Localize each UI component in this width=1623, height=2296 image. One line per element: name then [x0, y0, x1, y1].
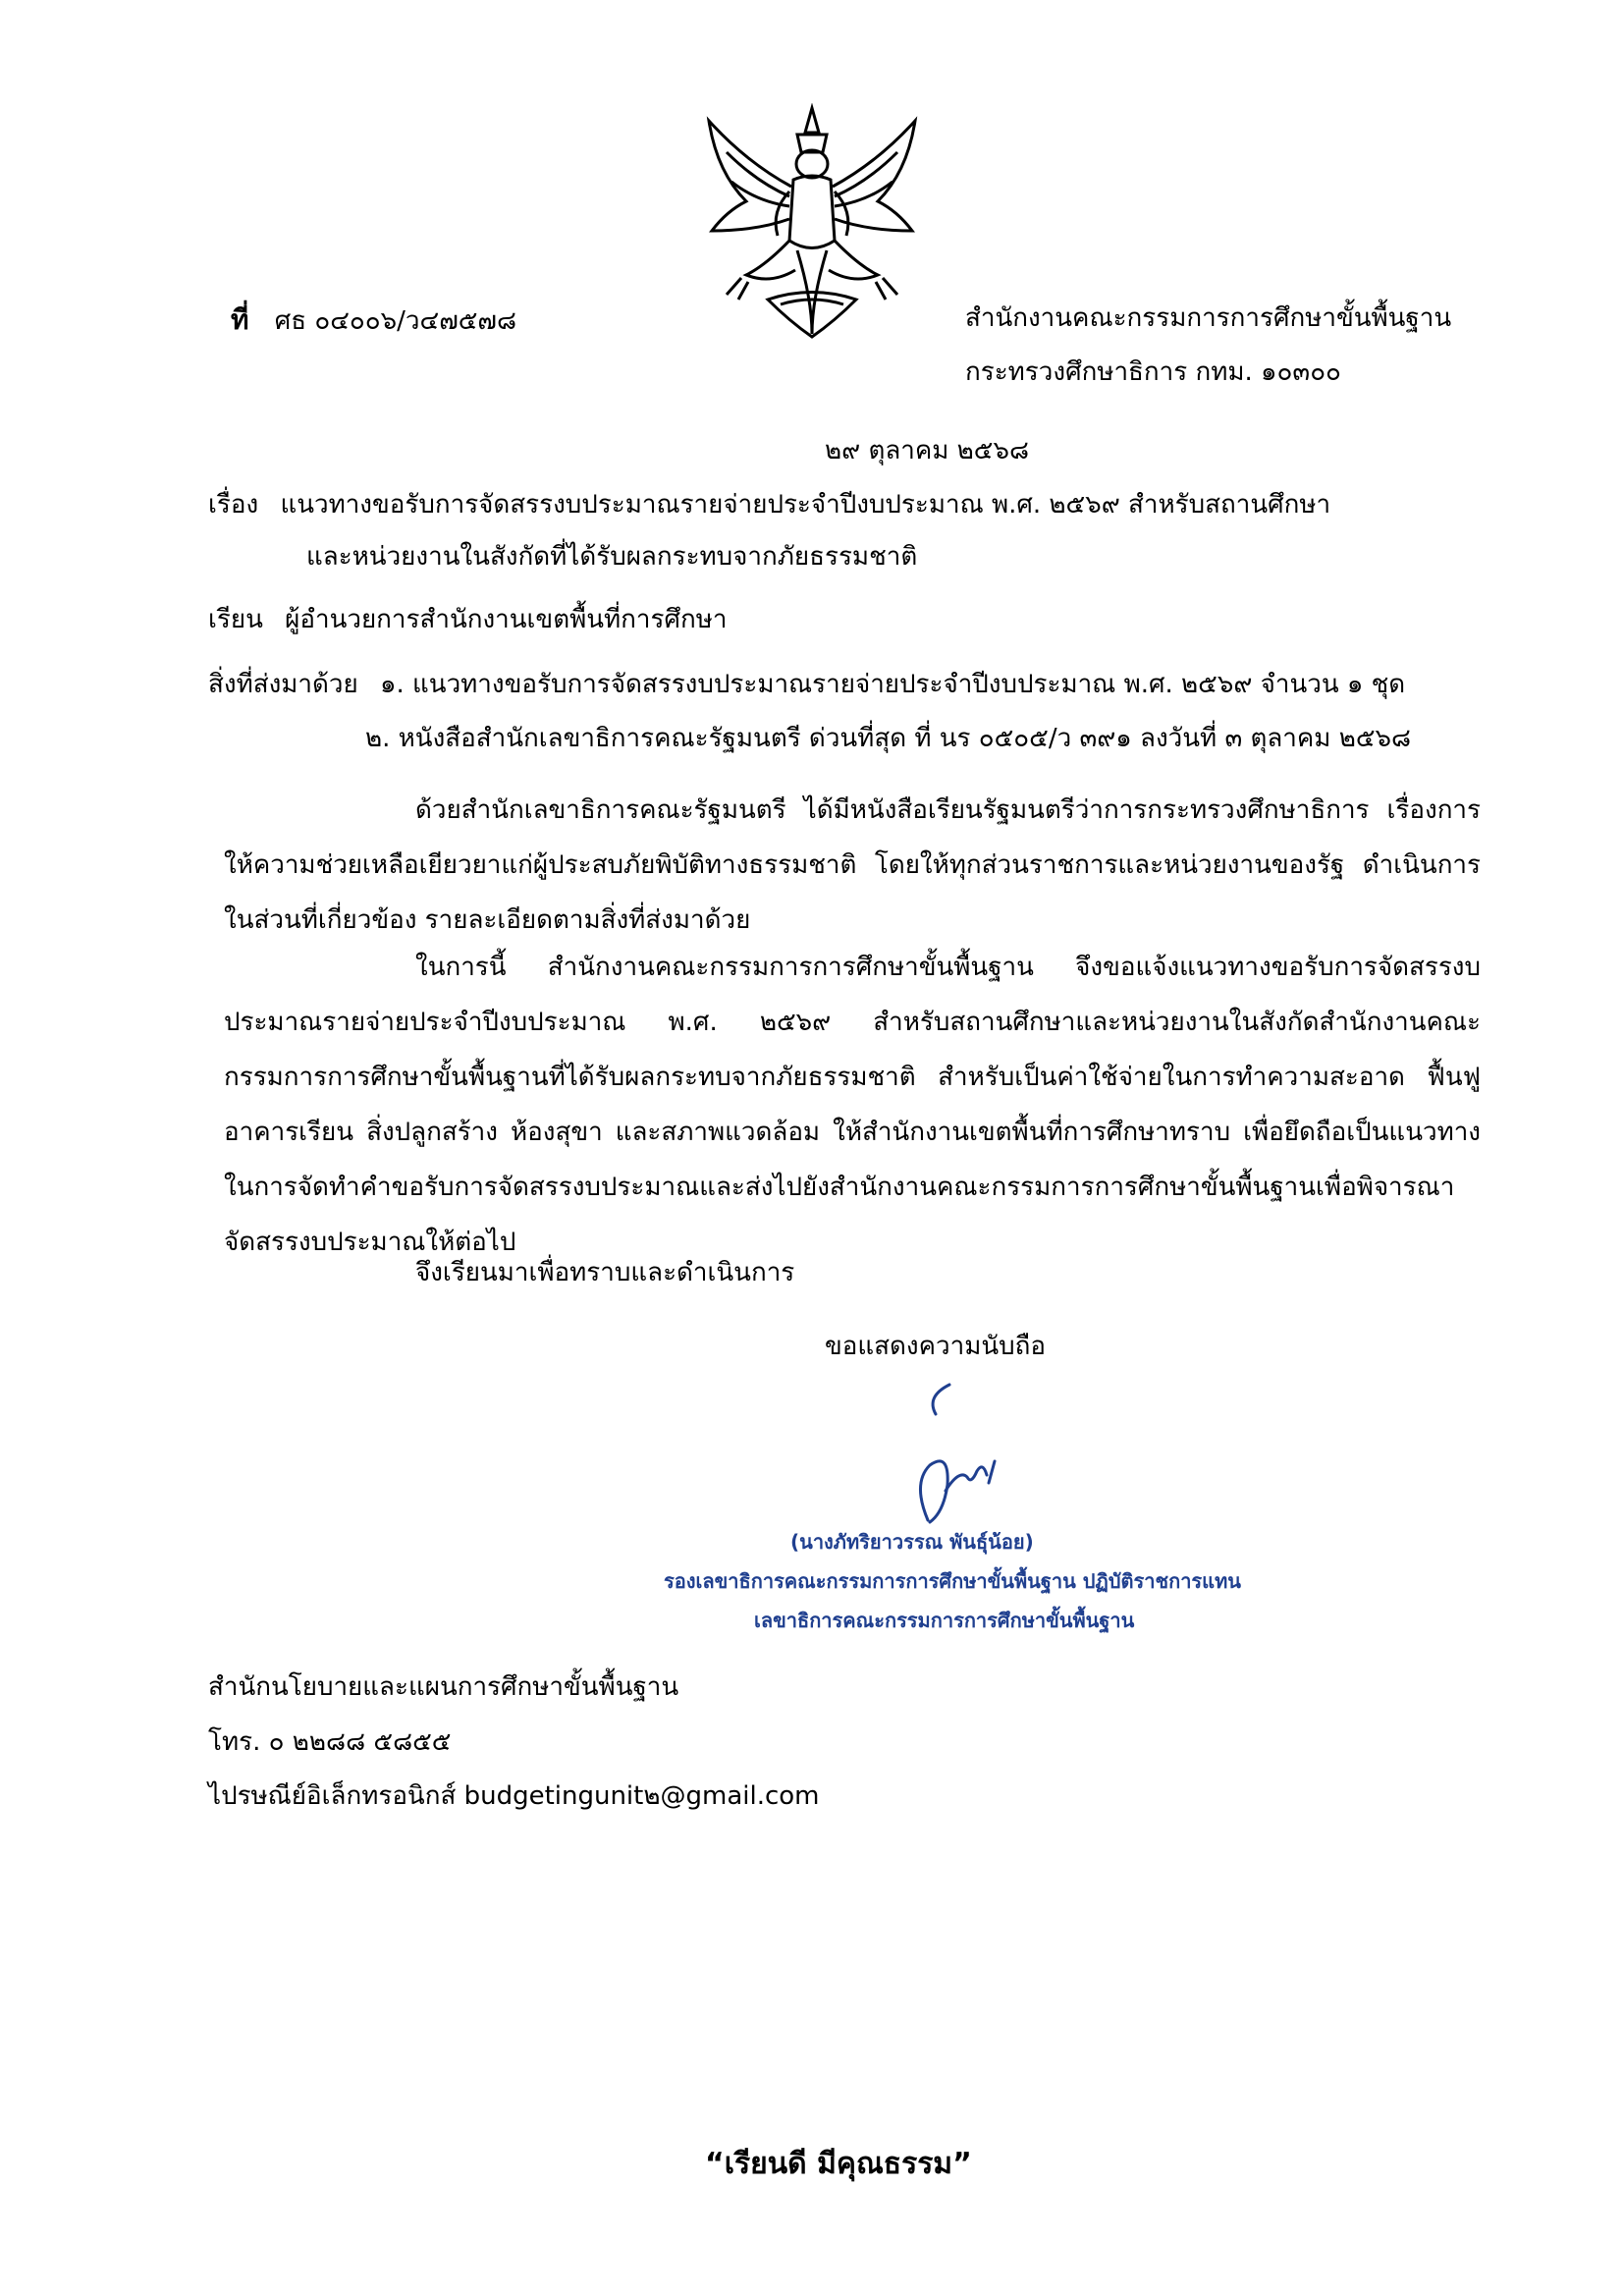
- reference-label: ที่: [231, 303, 249, 336]
- letter-date: ๒๙ ตุลาคม ๒๕๖๘: [825, 436, 1030, 465]
- contact-office: สำนักนโยบายและแผนการศึกษาขั้นพื้นฐาน: [208, 1672, 679, 1702]
- salutation-label: เรียน: [208, 605, 263, 634]
- closing-sentence: จึงเรียนมาเพื่อทราบและดำเนินการ: [415, 1258, 795, 1287]
- contact-phone: โทร. ๐ ๒๒๘๘ ๕๘๕๕: [208, 1727, 452, 1757]
- body-paragraph-1-text: ด้วยสำนักเลขาธิการคณะรัฐมนตรี ได้มีหนังสือเรียนรัฐมนตรีว่าการกระทรวงศึกษาธิการ เรื่องการให้ความช่วยเหลือเยียวยาแก่ผู้ประสบภัยพิบัติทางธรรมชาติ โดยให้ทุกส่วนราชการและหน่วยงานของรัฐ ดำเนินการในส่วนที่เกี่ยวข้อง รายละเอียดตามสิ่งที่ส่งมาด้วย: [224, 795, 1481, 935]
- enclosure-item-1: ๑. แนวทางขอรับการจัดสรรงบประมาณรายจ่ายประจำปีงบประมาณ พ.ศ. ๒๕๖๙ จำนวน ๑ ชุด: [380, 670, 1406, 699]
- salutation-text: ผู้อำนวยการสำนักงานเขตพื้นที่การศึกษา: [285, 605, 728, 634]
- enclosures-label: สิ่งที่ส่งมาด้วย: [208, 670, 358, 699]
- garuda-emblem: [687, 103, 938, 344]
- subject-line1: แนวทางขอรับการจัดสรรงบประมาณรายจ่ายประจำปีงบประมาณ พ.ศ. ๒๕๖๙ สำหรับสถานศึกษา: [280, 490, 1331, 519]
- office-address-line1: สำนักงานคณะกรรมการการศึกษาขั้นพื้นฐาน: [965, 303, 1452, 333]
- footer-motto: “เรียนดี มีคุณธรรม”: [705, 2147, 972, 2181]
- handwritten-signature: [898, 1375, 1016, 1532]
- subject-label: เรื่อง: [208, 490, 259, 519]
- signatory-position-2: เลขาธิการคณะกรรมการการศึกษาขั้นพื้นฐาน: [754, 1609, 1135, 1632]
- enclosure-item-2: ๒. หนังสือสำนักเลขาธิการคณะรัฐมนตรี ด่วนที่สุด ที่ นร ๐๕๐๕/ว ๓๙๑ ลงวันที่ ๓ ตุลาคม ๒๕๖๘: [365, 724, 1412, 753]
- body-paragraph-1: [224, 783, 1481, 948]
- body-paragraph-2: [224, 940, 1481, 1270]
- regards: ขอแสดงความนับถือ: [825, 1332, 1046, 1361]
- signatory-position-1: รองเลขาธิการคณะกรรมการการศึกษาขั้นพื้นฐาน ปฏิบัติราชการแทน: [664, 1569, 1241, 1593]
- subject-line2: และหน่วยงานในสังกัดที่ได้รับผลกระทบจากภัยธรรมชาติ: [306, 542, 918, 572]
- body-paragraph-2-text: ในการนี้ สำนักงานคณะกรรมการการศึกษาขั้นพื้นฐาน จึงขอแจ้งแนวทางขอรับการจัดสรรงบประมาณรายจ่ายประจำปีงบประมาณ พ.ศ. ๒๕๖๙ สำหรับสถานศึกษาและหน่วยงานในสังกัดสำนักงานคณะกรรมการการศึกษาขั้นพื้นฐานที่ได้รับผลกระทบจากภัยธรรมชาติ สำหรับเป็นค่าใช้จ่ายในการทำความสะอาด ฟื้นฟูอาคารเรียน สิ่งปลูกสร้าง ห้องสุขา และสภาพแวดล้อม ให้สำนักงานเขตพื้นที่การศึกษาทราบ เพื่อยึดถือเป็นแนวทางในการจัดทำคำขอรับการจัดสรรงบประมาณและส่งไปยังสำนักงานคณะกรรมการการศึกษาขั้นพื้นฐานเพื่อพิจารณาจัดสรรงบประมาณให้ต่อไป: [224, 953, 1481, 1257]
- reference-number: ศธ ๐๔๐๐๖/ว๔๗๕๗๘: [274, 306, 517, 336]
- office-address-line2: กระทรวงศึกษาธิการ กทม. ๑๐๓๐๐: [965, 357, 1341, 387]
- contact-email: ไปรษณีย์อิเล็กทรอนิกส์ budgetingunit๒@gmail.com: [208, 1781, 820, 1811]
- signatory-name: (นางภัทริยาวรรณ พันธุ์น้อย): [790, 1530, 1034, 1554]
